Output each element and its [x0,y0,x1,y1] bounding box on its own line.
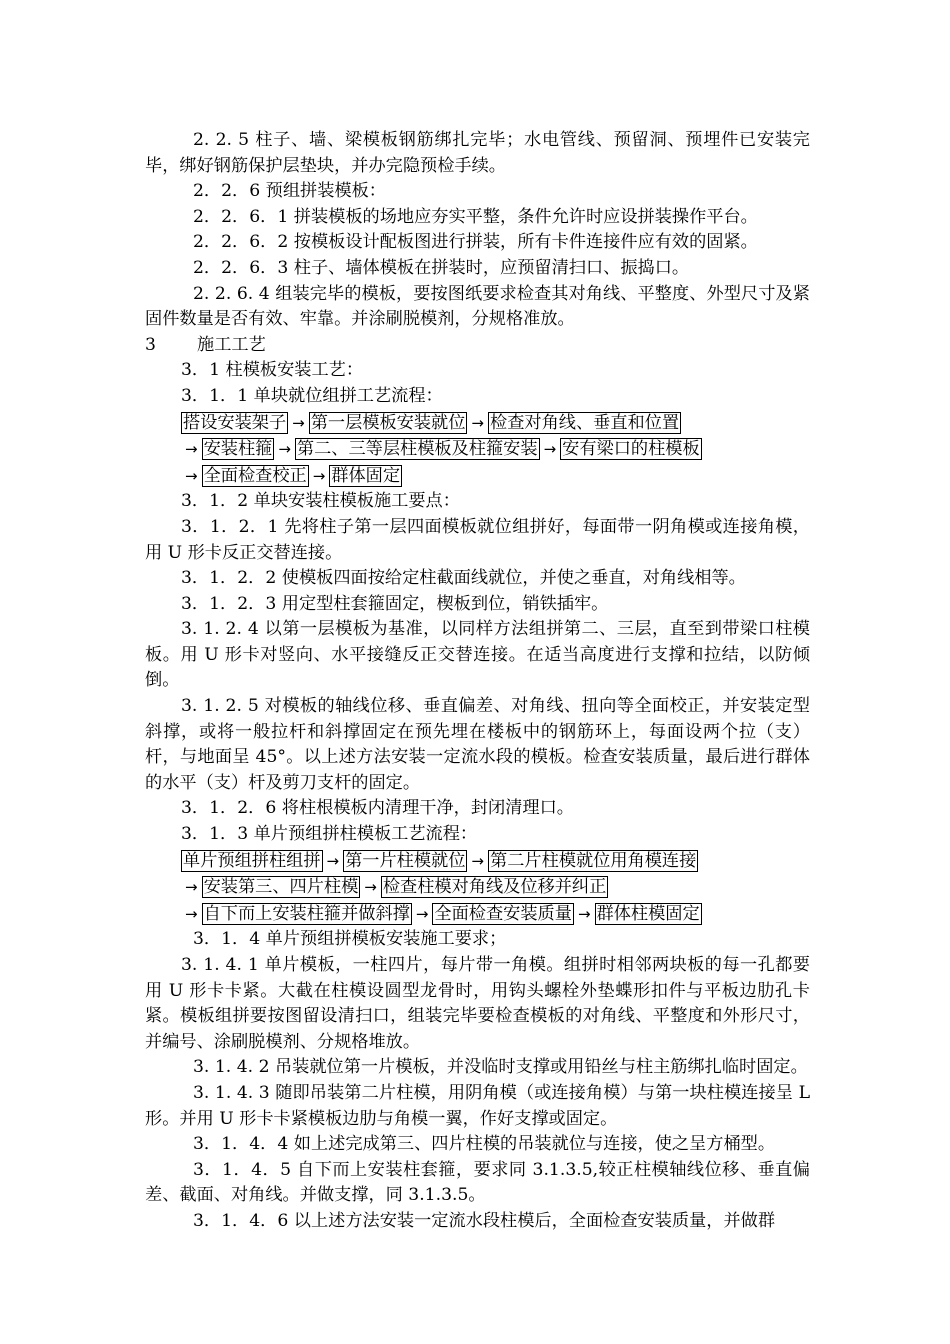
flow2-step: 第二片柱模就位用角模连接 [490,850,697,871]
flow2-step: 群体柱模固定 [596,903,700,924]
flow2-row1 [145,848,810,875]
arrow-right-icon: → [185,466,198,485]
section-number: 3 [145,334,156,355]
para-3-1-2-5: 3. 1. 2. 5 对模板的轴线位移、垂直偏差、对角线、扭向等全面校正，并安装定型斜撑，或将一般拉杆和斜撑固定在预先埋在楼板中的钢筋环上，每面设两个拉（支）杆，与地面呈 45°。以上述方法安装一定流水段的模板。检查安装质量，最后进行群体的水平（支）杆及剪刀支杆的固定。 [145,696,810,793]
para-3-1-2-3: 3．1．2．3 用定型柱套箍固定，楔板到位，销铁插牢。 [181,593,609,614]
para-3-1: 3．1 柱模板安装工艺： [181,360,364,381]
para-2-2-6-2: 2．2．6．2 按模板设计配板图进行拼装，所有卡件连接件应有效的固紧。 [193,232,758,253]
arrow-right-icon: → [185,904,198,923]
para-3-1-4-6: 3．1．4．6 以上述方法安装一定流水段柱模后，全面检查安装质量，并做群 [193,1210,776,1231]
arrow-right-icon: → [185,440,198,459]
para-3-1-4-5: 3．1．4．5 自下而上安装柱套箍，要求同 3.1.3.5,较正柱模轴线位移、垂直偏差、截面、对角线。并做支撑，同 3.1.3.5。 [145,1159,810,1206]
arrow-right-icon: → [543,440,557,459]
flow1-row2 [145,436,810,463]
para-2-2-6-4: 2. 2. 6. 4 组装完毕的模板，要按图纸要求检查其对角线、平整度、外型尺寸及紧固件数量是否有效、牢靠。并涂刷脱模剂，分规格准放。 [145,283,810,330]
para-3-1-2-1: 3．1．2．1 先将柱子第一层四面模板就位组拼好，每面带一阴角模或连接角模，用 U 形卡反正交替连接。 [145,516,810,563]
flow2-step: 单片预组拼柱组拼 [183,850,321,871]
para-3-1-4-3: 3. 1. 4. 3 随即吊装第二片柱模，用阴角模（或连接角模）与第一块柱模连接呈 L 形。并用 U 形卡卡紧模板边肋与角模一翼，作好支撑或固定。 [145,1082,810,1129]
flow2-row2 [145,874,810,901]
flow2-step: 安装第三、四片柱模 [203,877,359,898]
para-3-1-4: 3．1．4 单片预组拼模板安装施工要求； [193,929,507,950]
flow1-step: 第一层模板安装就位 [310,412,466,433]
arrow-right-icon: → [292,413,305,432]
flow1-step: 群体固定 [331,465,401,486]
para-3-1-3: 3．1．3 单片预组拼柱模板工艺流程： [181,824,478,845]
para-3-1-2-4: 3. 1. 2. 4 以第一层模板为基准，以同样方法组拼第二、三层，直至到带梁口柱模板。用 U 形卡对竖向、水平接缝反正交替连接。在适当高度进行支撑和拉结，以防倾倒。 [145,619,810,691]
para-3-1-1: 3．1．1 单块就位组拼工艺流程： [181,385,443,406]
arrow-right-icon: → [415,904,429,923]
flow2-row3 [145,901,810,928]
para-2-2-6-3: 2．2．6．3 柱子、墙体模板在拼装时，应预留清扫口、振捣口。 [193,257,690,278]
flow1-row1 [145,410,810,437]
arrow-right-icon: → [185,878,198,897]
flow1-step: 第二、三等层柱模板及柱箍安装 [296,439,538,460]
para-2-2-6-1: 2．2．6．1 拼装模板的场地应夯实平整，条件允许时应设拼装操作平台。 [193,206,758,227]
para-2-2-5: 2. 2. 5 柱子、墙、梁模板钢筋绑扎完毕；水电管线、预留洞、预埋件已安装完毕，绑好钢筋保护层垫块，并办完隐预检手续。 [145,130,810,176]
arrow-right-icon: → [278,440,291,459]
arrow-right-icon: → [471,851,484,870]
arrow-right-icon: → [312,466,326,485]
para-2-2-6: 2．2．6 预组拼装模板： [193,181,386,202]
flow2-step: 自下而上安装柱箍并做斜撑 [203,903,410,924]
para-3-1-4-1: 3. 1. 4. 1 单片模板，一柱四片，每片带一角模。组拼时相邻两块板的每一孔都要用 U 形卡卡紧。大截在柱模设圆型龙骨时，用钩头螺栓外垫蝶形扣件与平板边肋孔卡紧。模板组拼要按图留设清扫口，组装完毕要检查模板的对角线、平整度和外形尺寸，并编号、涂刷脱模剂、分规格堆放。 [145,955,810,1052]
flow1-step: 全面检查校正 [203,465,307,486]
flow1-step: 检查对角线、垂直和位置 [490,412,680,433]
para-3-1-4-4: 3．1．4．4 如上述完成第三、四片柱模的吊装就位与连接，使之呈方桶型。 [193,1134,776,1155]
flow1-row3 [145,463,810,490]
para-3-1-4-2: 3. 1. 4. 2 吊装就位第一片模板，并没临时支撑或用铅丝与柱主筋绑扎临时固定。 [193,1057,808,1078]
flow1-step: 搭设安装架子 [183,412,287,433]
flow2-step: 第一片柱模就位 [345,850,466,871]
flow1-step: 安装柱箍 [203,439,273,460]
flow2-step: 检查柱模对角线及位移并纠正 [382,877,607,898]
document-page [145,128,810,1235]
flow1-step: 安有梁口的柱模板 [562,439,700,460]
arrow-right-icon: → [471,413,484,432]
section-heading-3 [145,333,810,359]
arrow-right-icon: → [577,904,591,923]
para-3-1-2-2: 3．1．2．2 使模板四面按给定柱截面线就位，并使之垂直，对角线相等。 [181,568,746,589]
flow2-step: 全面检查安装质量 [434,903,572,924]
para-3-1-2: 3．1．2 单块安装柱模板施工要点： [181,491,460,512]
section-title: 施工工艺 [197,334,266,355]
arrow-right-icon: → [326,851,340,870]
arrow-right-icon: → [364,878,377,897]
para-3-1-2-6: 3．1．2．6 将柱根模板内清理干净，封闭清理口。 [181,798,574,819]
